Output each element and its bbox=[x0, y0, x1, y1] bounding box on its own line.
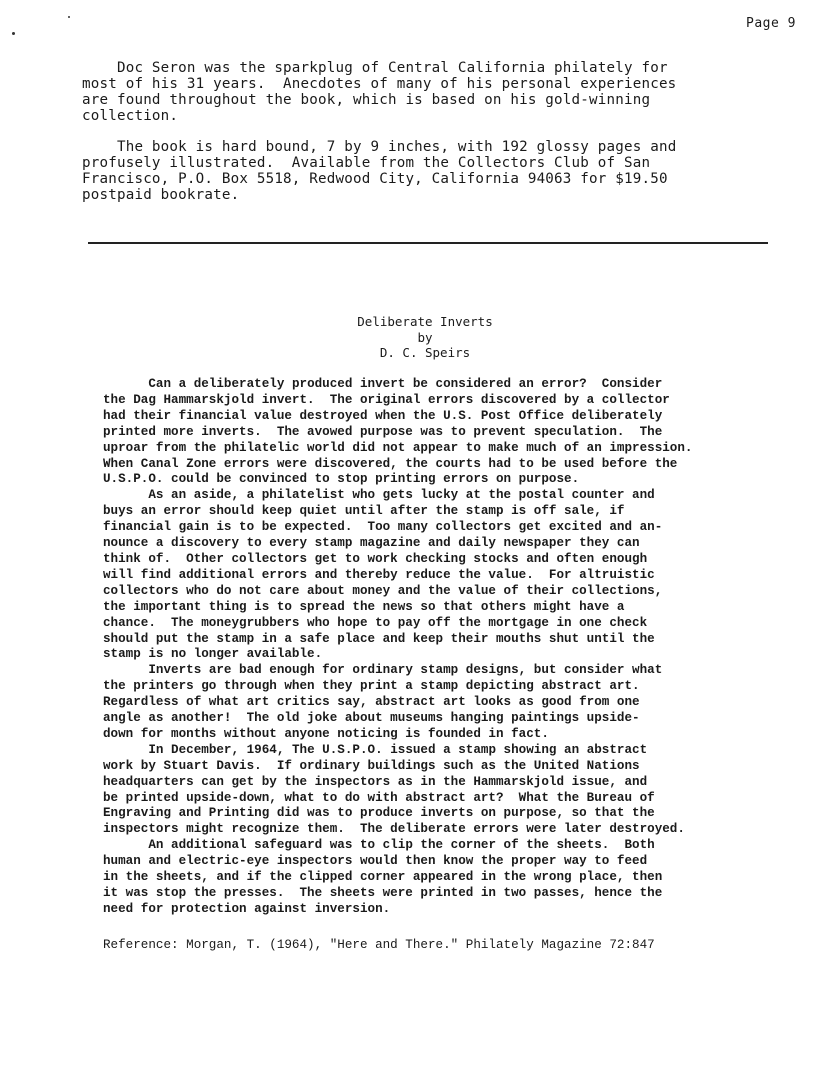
review-paragraph: The book is hard bound, 7 by 9 inches, with 192 glossy pages and profusely illustrated. Available from the Collectors Club of San Francisco, P.O. Box 5518, Redwood City, California 94063 for $19.50 postpaid bookrate. bbox=[82, 139, 677, 203]
scan-speck bbox=[12, 32, 15, 35]
article-heading bbox=[100, 314, 750, 361]
article-paragraph: Inverts are bad enough for ordinary stamp designs, but consider what the printers go through when they print a stamp depicting abstract art. Regardless of what art critics say, abstract art looks as good from one angle as another! The old joke about museums hanging paintings upside- down for months without anyone noticing is founded in fact. bbox=[103, 663, 663, 741]
article-byline-by: by bbox=[417, 329, 433, 345]
article-paragraph: Can a deliberately produced invert be considered an error? Consider the Dag Hammarskjold invert. The original errors discovered by a collector had their financial value destroyed when the U.S. Post Office deliberately printed more inverts. The avowed purpose was to prevent speculation. The uproar from the philatelic world did not appear to make much of an impression. When Canal Zone errors were discovered, the courts had to be used before the U.S.P.O. could be convinced to stop printing errors on purpose. bbox=[103, 377, 693, 487]
section-divider bbox=[88, 242, 768, 244]
review-paragraph: Doc Seron was the sparkplug of Central California philately for most of his 31 years. Anecdotes of many of his personal experiences are found throughout the book, which is based on his gold-winning collection. bbox=[82, 60, 677, 124]
article-paragraph: An additional safeguard was to clip the corner of the sheets. Both human and electric-eye inspectors would then know the proper way to feed in the sheets, and if the clipped corner appeared in the wrong place, then it was stop the presses. The sheets were printed in two passes, hence the need for protection against inversion. bbox=[103, 838, 663, 916]
article-paragraph: As an aside, a philatelist who gets lucky at the postal counter and buys an error should keep quiet until after the stamp is off sale, if financial gain is to be expected. Too many collectors get excited and an- nounce a discovery to every stamp magazine and daily newspaper they can think of. Other collectors get to work checking stocks and often enough will find additional errors and thereby reduce the value. For altruistic collectors who do not care about money and the value of their collections, the important thing is to spread the news so that others might have a chance. The moneygrubbers who hope to pay off the mortgage in one check should put the stamp in a safe place and keep their mouths shut until the stamp is no longer available. bbox=[103, 488, 663, 662]
article-paragraph: In December, 1964, The U.S.P.O. issued a stamp showing an abstract work by Stuart Davis. If ordinary buildings such as the United Nations headquarters can get by the inspectors as in the Hammarskjold issue, and be printed upside-down, what to do with abstract art? What the Bureau of Engraving and Printing did was to produce inverts on purpose, so that the inspectors might recognize them. The deliberate errors were later destroyed. bbox=[103, 742, 685, 837]
article-author: D. C. Speirs bbox=[379, 345, 471, 360]
article-body bbox=[103, 377, 743, 918]
book-review-section bbox=[82, 60, 762, 218]
article-title: Deliberate Inverts bbox=[357, 314, 493, 329]
article-reference: Reference: Morgan, T. (1964), "Here and There." Philately Magazine 72:847 bbox=[103, 938, 655, 952]
scan-speck bbox=[68, 16, 70, 18]
page-number: Page 9 bbox=[746, 16, 796, 31]
